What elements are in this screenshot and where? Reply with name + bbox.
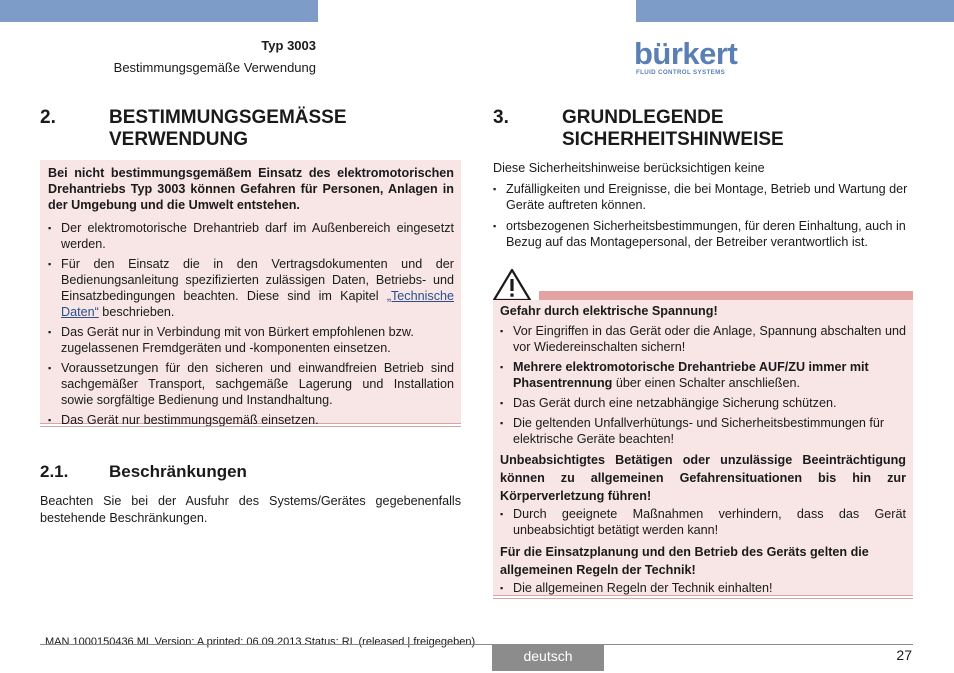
section-3-intro: Diese Sicherheitshinweise berücksichtigen keine	[493, 161, 765, 175]
top-bar-right	[636, 0, 954, 22]
list-item: ▪ Mehrere elektromotorische Drehantriebe AUF/ZU immer mit Phasentrennung über einen Schalter anschließen.	[500, 359, 906, 391]
section-2-1-number: 2.1.	[40, 462, 69, 481]
technical-data-link[interactable]: „Technische Daten“	[61, 289, 455, 319]
list-item: ▪ Der elektromotorische Drehantrieb darf im Außenbereich eingesetzt werden.	[48, 220, 454, 252]
language-tab: deutsch	[492, 644, 604, 671]
header-type: Typ 3003	[261, 38, 316, 53]
section-2-title	[109, 107, 347, 151]
section-3-title	[562, 107, 784, 151]
list-item: ▪ Für den Einsatz die in den Vertragsdokumenten und der Bedienungsanleitung spezifizierten zulässigen Daten, Betriebs- und Einsatzbedingungen beachten. Diese sind im Kapitel „Technische Daten“ beschrieben.	[48, 256, 454, 320]
section-2-warning-intro: Bei nicht bestimmungsgemäßem Einsatz des elektromotorischen Drehantriebs Typ 3003 können Gefahren für Personen, Anlagen in der Umgebung und die Umwelt entstehen.	[48, 166, 454, 212]
section-3-bullet-list	[493, 181, 913, 250]
unintended-bullet-list	[500, 506, 906, 538]
list-item: ▪ Zufälligkeiten und Ereignisse, die bei Montage, Betrieb und Wartung der Geräte auftreten können.	[493, 181, 913, 213]
list-item: ▪ Das Gerät nur bestimmungsgemäß einsetzen.	[48, 412, 454, 428]
top-bar-left	[0, 0, 318, 22]
section-3-title-line1: GRUNDLEGENDE	[562, 107, 724, 128]
danger-heading: Gefahr durch elektrische Spannung!	[500, 304, 718, 318]
planning-bullet-list	[500, 580, 906, 596]
section-2-title-line2: VERWENDUNG	[109, 129, 248, 150]
list-item: ▪ Die allgemeinen Regeln der Technik einhalten!	[500, 580, 906, 596]
list-item: ▪ Voraussetzungen für den sicheren und einwandfreien Betrieb sind sachgemäßer Transport, sachgemäße Lagerung und Installation sowie sorgfältige Bedienung und Instandhaltung.	[48, 360, 454, 408]
section-2-bullet-list	[48, 220, 454, 428]
warning-triangle-icon	[492, 268, 532, 302]
section-2-warning-box	[40, 160, 461, 427]
header-subtitle: Bestimmungsgemäße Verwendung	[113, 60, 316, 75]
section-2-1-title: Beschränkungen	[109, 462, 247, 481]
section-2-number: 2.	[40, 107, 56, 128]
section-2-1-body: Beachten Sie bei der Ausfuhr des Systems/Gerätes gegebenenfalls bestehende Beschränkungen.	[40, 494, 461, 525]
section-3-number: 3.	[493, 107, 509, 128]
danger-box	[493, 300, 913, 596]
planning-heading: Für die Einsatzplanung und den Betrieb des Geräts gelten die allgemeinen Regeln der Technik!	[500, 545, 869, 577]
page-number: 27	[896, 647, 912, 663]
unintended-heading: Unbeabsichtigtes Betätigen oder unzulässige Beeinträchtigung können zu allgemeinen Gefahrensituationen bis hin zur Körperverletzung führen!	[500, 453, 906, 503]
list-item: ▪ Das Gerät durch eine netzabhängige Sicherung schützen.	[500, 395, 906, 411]
section-2-title-line1: BESTIMMUNGSGEMÄSSE	[109, 107, 347, 128]
brand-wordmark: bürkert	[634, 36, 738, 71]
brand-tagline: FLUID CONTROL SYSTEMS	[636, 69, 726, 76]
list-item: ▪ Das Gerät nur in Verbindung mit von Bürkert empfohlenen bzw. zugelassenen Fremdgeräten und -komponenten einsetzen.	[48, 324, 454, 356]
list-item: ▪ Vor Eingriffen in das Gerät oder die Anlage, Spannung abschalten und vor Wiedereinschalten sichern!	[500, 323, 906, 355]
footer-divider	[40, 644, 913, 645]
brand-logo	[634, 36, 738, 80]
section-3-title-line2: SICHERHEITSHINWEISE	[562, 129, 784, 150]
list-item: ▪ Durch geeignete Maßnahmen verhindern, dass das Gerät unbeabsichtigt betätigt werden kann!	[500, 506, 906, 538]
danger-bullet-list	[500, 323, 906, 447]
list-item: ▪ ortsbezogenen Sicherheitsbestimmungen, für deren Einhaltung, auch in Bezug auf das Montagepersonal, der Betreiber verantwortlich ist.	[493, 218, 913, 250]
danger-header-bar	[539, 291, 913, 300]
list-item: ▪ Die geltenden Unfallverhütungs- und Sicherheitsbestimmungen für elektrische Geräte beachten!	[500, 415, 906, 447]
footer-document-meta: MAN 1000150436 ML Version: A printed: 06.09.2013 Status: RL (released | freigegeben)	[45, 636, 476, 648]
